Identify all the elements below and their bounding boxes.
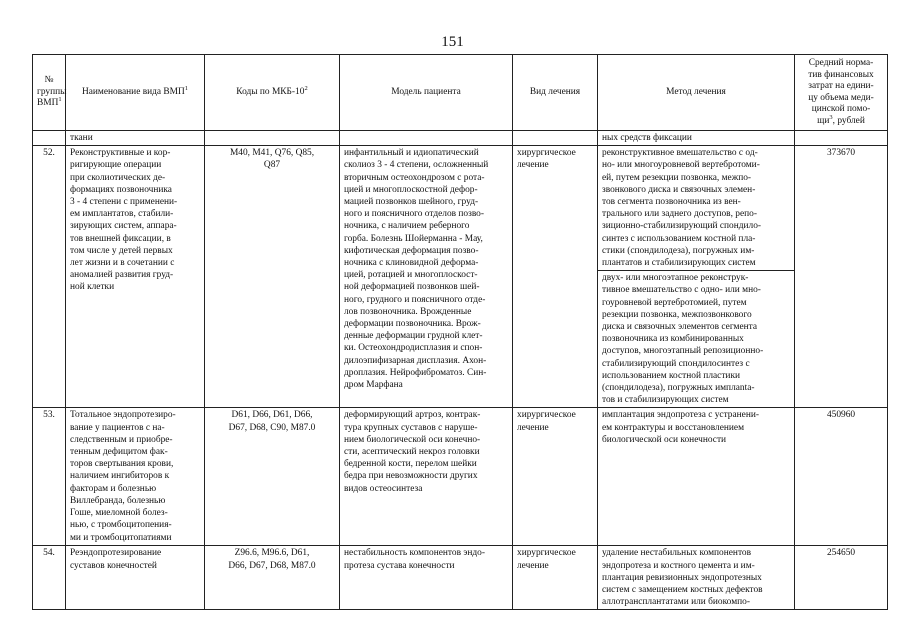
- row-icd-codes: M40, M41, Q76, Q85, Q87: [205, 146, 340, 408]
- row-treatment-method: [598, 146, 795, 408]
- row-vmp-name: Реконструктивные и кор- ригирующие операции при сколиотических де- формациях позвоночника 3 - 4 степени с применени- ем имплантатов, стабили- зирующих систем, аппара- тов внешней фиксации, в том числе у детей первых лет жизни и в сочетании с аномалией развития груд- ной клетки: [66, 146, 205, 408]
- continuation-name: ткани: [66, 131, 205, 146]
- header-codes: Коды по МКБ-$10^2$: [205, 55, 340, 131]
- row-group-number: 52.: [33, 146, 66, 408]
- row-group-number: 53.: [33, 408, 66, 546]
- continuation-row: [33, 131, 888, 146]
- row-vmp-name: Тотальное эндопротезиро- вание у пациентов с на- следственным и приобре- тенным дефицитом фак- торов свертывания крови, наличием ингибиторов к факторам и болезнью Виллебранда, болезнью Гоше, миеломной болез- нью, с тромбоцитопения- ми и тромбоцитопатиями: [66, 408, 205, 546]
- row-treatment-type: хирургическое лечение: [513, 146, 598, 408]
- row-patient-model: деформирующий артроз, контрак- тура крупных суставов с наруше- нием биологической оси конечно- сти, асептический некроз головки бедренной кости, перелом шейки бедра при невозможности других видов остеосинтеза: [340, 408, 513, 546]
- method-variant-2: двух- или многоэтапное реконструк- тивное вмешательство с одно- или мно- гоуровневой вертебротомией, путем резекции позвонка, межпозвонкового диска и связочных элементов сегмента позвоночника из комбинированных доступов, многоэтапный репозиционно- стабилизирующий спондилосинтез с использованием костной пластики (спондилодеза), погружных имплanta- тов и стабилизирующих систем: [602, 273, 764, 406]
- header-row: [33, 55, 888, 131]
- header-method: Метод лечения: [598, 55, 795, 131]
- header-treatment-type: Вид лечения: [513, 55, 598, 131]
- header-model: Модель пациента: [340, 55, 513, 131]
- table-row: [33, 408, 888, 546]
- header-name: Наименование вида ВМП$^1$: [66, 55, 205, 131]
- vmp-table: [32, 54, 888, 610]
- row-treatment-method: имплантация эндопротеза с устранени- ем контрактуры и восстановлением биологической оси конечности: [598, 408, 795, 546]
- row-vmp-name: Реэндопротезирование суставов конечностей: [66, 546, 205, 610]
- header-group: № группы ВМП$^1$: [33, 55, 66, 131]
- row-cost: 450960: [795, 408, 888, 546]
- row-icd-codes: Z96.6, M96.6, D61, D66, D67, D68, M87.0: [205, 546, 340, 610]
- table-row: [33, 146, 888, 408]
- row-treatment-type: хирургическое лечение: [513, 408, 598, 546]
- row-cost: 373670: [795, 146, 888, 408]
- row-treatment-method: удаление нестабильных компонентов эндопротеза и костного цемента и им- плантация ревизионных эндопротезных систем с замещением костных дефектов аллотрансплантатами или биокомпо-: [598, 546, 795, 610]
- continuation-group: [33, 131, 66, 146]
- table-row: [33, 546, 888, 610]
- row-patient-model: нестабильность компонентов эндо- протеза сустава конечности: [340, 546, 513, 610]
- header-cost: Средний норма- тив финансовых затрат на едини- цу объема меди- цинской помо- $щи^3$, рублей: [795, 55, 888, 131]
- row-patient-model: инфантильный и идиопатический сколиоз 3 - 4 степени, осложненный вторичным остеохондрозом с рота- цией и многоплоскостной дефор- мацией позвонков шейного, груд- ного и поясничного отделов позво- ночника, с наличием реберного горба. Болезнь Шойерманна - Мау, кифотическая деформация позво- ночника с клиновидной деформа- цией, ротацией и многоплоскост- ной деформацией позвонков шей- ного, грудного и поясничного отде- лов позвоночника. Врожденные деформации позвоночника. Врож- денные деформации грудной клет- ки. Остеохондродисплазия и спон- дилоэпифизарная дисплазия. Ахон- дроплазия. Нейрофиброматоз. Син- дром Марфана: [340, 146, 513, 408]
- continuation-method: ных средств фиксации: [598, 131, 795, 146]
- method-variant-1: реконструктивное вмешательство с од- но- или многоуровневой вертебротоми- ей, путем резекции позвонка, межпо- звонкового диска и связочных элемен- тов сегмента позвоночника из вен- трального или заднего доступов, репо- зиционно-стабилизирующий спондило- синтез с использованием костной пла- стики (спондилодеза), погружных им- плантатов и стабилизирующих систем: [598, 147, 794, 271]
- page-number: 151: [441, 34, 464, 50]
- row-icd-codes: D61, D66, D61, D66, D67, D68, C90, M87.0: [205, 408, 340, 546]
- row-group-number: 54.: [33, 546, 66, 610]
- row-cost: 254650: [795, 546, 888, 610]
- row-treatment-type: хирургическое лечение: [513, 546, 598, 610]
